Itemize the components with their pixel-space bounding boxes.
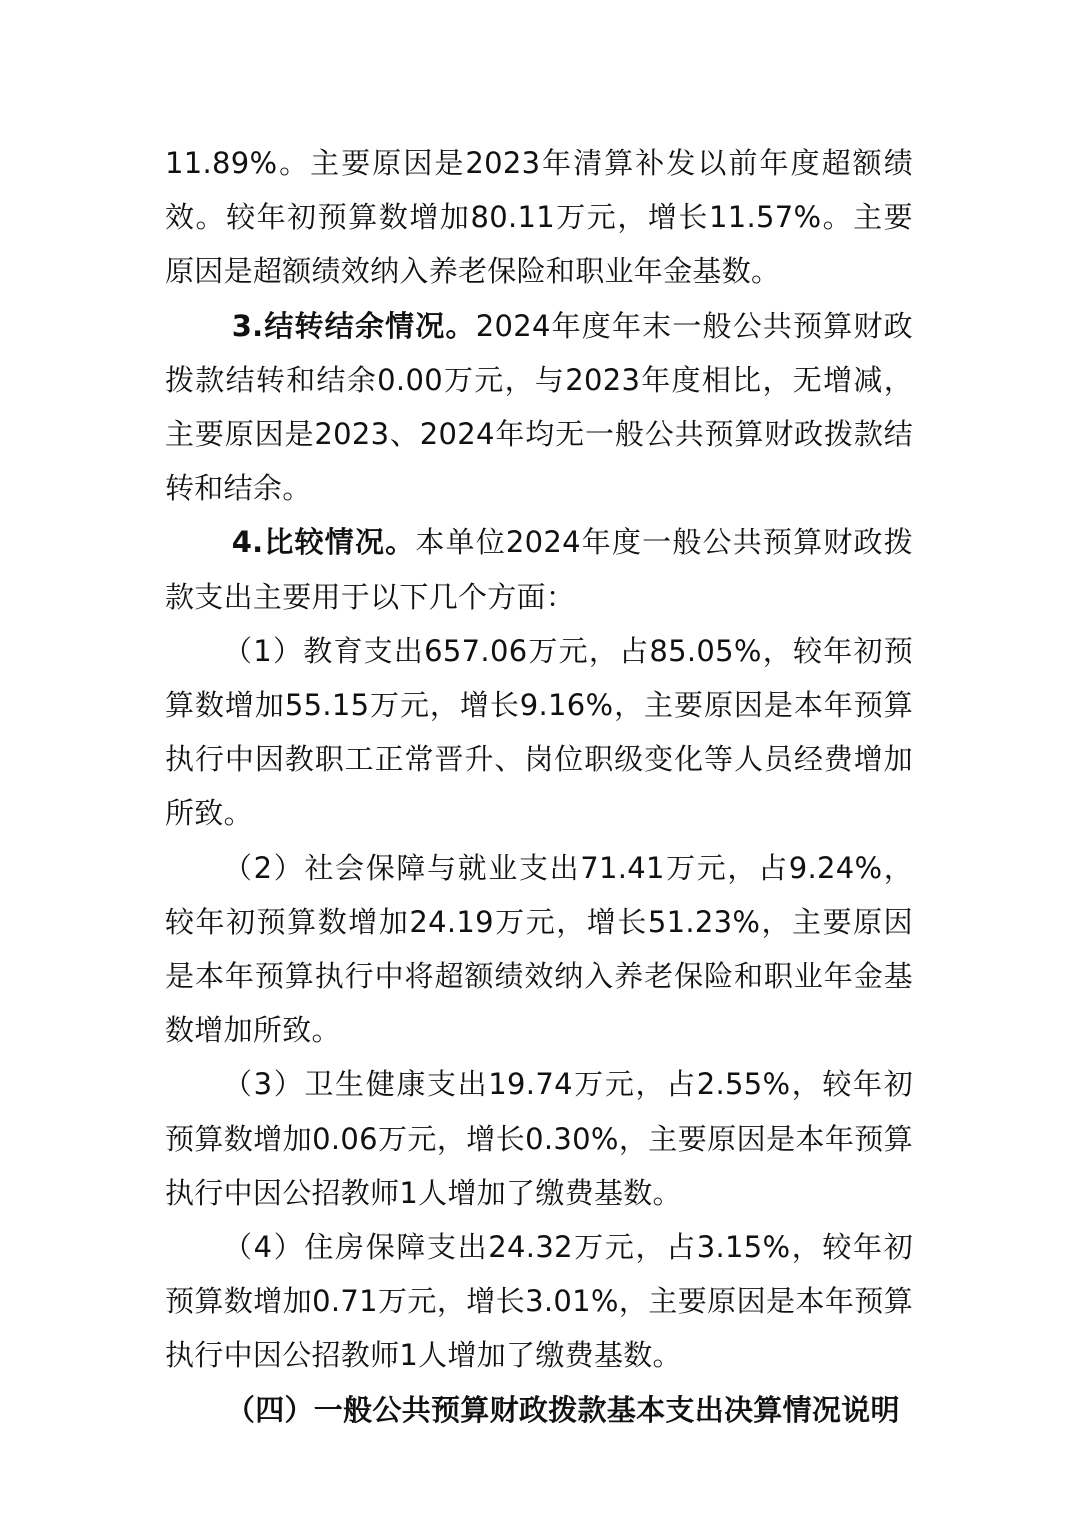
paragraph-text: （1）教育支出657.06万元，占85.05%，较年初预算数增加55.15万元，增长9.16%，主要原因是本年预算执行中因教职工正常晋升、岗位职级变化等人员经费增加所致。 (165, 633, 913, 831)
paragraph-comparison (165, 515, 913, 623)
paragraph-text: （2）社会保障与就业支出71.41万元，占9.24%，较年初预算数增加24.19万元，增长51.23%，主要原因是本年预算执行中将超额绩效纳入养老保险和职业年金基数增加所致。 (165, 850, 913, 1048)
paragraph-lead: 4.比较情况。 (231, 525, 416, 560)
paragraph-text: 本单位2024年度一般公共预算财政拨款支出主要用于以下几个方面： (165, 525, 913, 614)
document-page (165, 136, 913, 1437)
paragraph-text: 2024年度年末一般公共预算财政拨款结转和结余0.00万元，与2023年度相比，无增减，主要原因是2023、2024年均无一般公共预算财政拨款结转和结余。 (165, 308, 913, 506)
paragraph-text: 11.89%。主要原因是2023年清算补发以前年度超额绩效。较年初预算数增加80.11万元，增长11.57%。主要原因是超额绩效纳入养老保险和职业年金基数。 (165, 146, 913, 289)
section-heading: （四）一般公共预算财政拨款基本支出决算情况说明 (225, 1392, 900, 1427)
paragraph-item-social-security (165, 841, 913, 1058)
paragraph-lead: 3.结转结余情况。 (231, 308, 476, 343)
paragraph-item-health (165, 1057, 913, 1220)
paragraph-carryover-balance (165, 299, 913, 516)
paragraph-text: （4）住房保障支出24.32万元，占3.15%，较年初预算数增加0.71万元，增长3.01%，主要原因是本年预算执行中因公招教师1人增加了缴费基数。 (165, 1230, 913, 1373)
paragraph-item-housing (165, 1220, 913, 1383)
paragraph-continued (165, 136, 913, 299)
paragraph-text: （3）卫生健康支出19.74万元，占2.55%，较年初预算数增加0.06万元，增长0.30%，主要原因是本年预算执行中因公招教师1人增加了缴费基数。 (165, 1067, 913, 1210)
paragraph-item-education (165, 624, 913, 841)
